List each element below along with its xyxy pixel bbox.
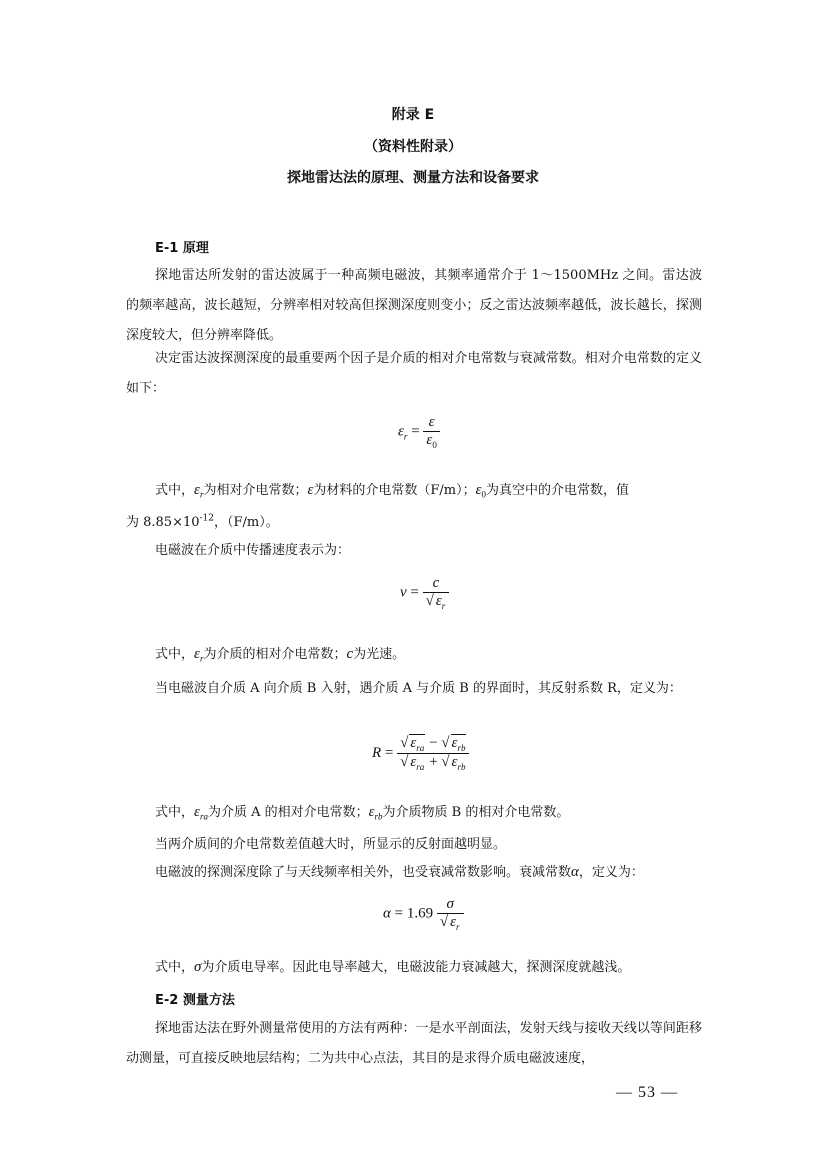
paragraph-principle-1: 探地雷达所发射的雷达波属于一种高频电磁波，其频率通常介于 1～1500MHz 之间。雷达波的频率越高，波长越短，分辨率相对较高但探测深度则变小；反之雷达波频率越低，波长越长，探测深度较大，但分辨率降低。 — [126, 268, 702, 343]
where-eq2: 式中，$\varepsilon_r$为介质的相对介电常数；c为光速。 — [155, 646, 406, 664]
section-e1-title: E-1 原理 — [155, 241, 209, 256]
section-e2-title: E-2 测量方法 — [155, 993, 235, 1008]
paragraph-contrast: 当两介质间的介电常数差值越大时，所显示的反射面越明显。 — [155, 837, 507, 852]
equation-wave-speed: v = $\frac{c}{√ \varepsilon_r}$ — [400, 575, 449, 611]
where-eq1-line2: 为 $8.85\times 10^{-12}$，（F/m）。 — [126, 513, 279, 530]
appendix-title: 探地雷达法的原理、测量方法和设备要求 — [287, 170, 539, 186]
equation-relative-permittivity: $\varepsilon_r$ = $\frac{\varepsilon}{\varepsilon_0}$ — [398, 414, 440, 450]
paragraph-measurement-methods: 探地雷达法在野外测量常使用的方法有两种：一是水平剖面法，发射天线与接收天线以等间距移动测量，可直接反映地层结构；二为共中心点法，其目的是求得介质电磁波速度， — [126, 1021, 702, 1066]
paragraph-reflection: 当电磁波自介质 A 向介质 B 入射，遇介质 A 与介质 B 的界面时，其反射系数 R，定义为： — [155, 681, 682, 696]
appendix-type: （资料性附录） — [364, 139, 462, 155]
appendix-label: 附录 E — [391, 107, 435, 123]
paragraph-principle-2: 决定雷达波探测深度的最重要两个因子是介质的相对介电常数与衰减常数。相对介电常数的定义如下： — [126, 351, 702, 396]
where-eq3: 式中，$\varepsilon_{ra}$为介质 A 的相对介电常数；$\varepsilon_{rb}$为介质物质 B 的相对介电常数。 — [155, 804, 570, 822]
paragraph-attenuation: 电磁波的探测深度除了与天线频率相关外，也受衰减常数影响。衰减常数α，定义为： — [155, 864, 644, 880]
equation-attenuation-constant: α = 1.69 $\frac{\sigma}{√ \varepsilon_r}$ — [383, 896, 464, 932]
page-number: — 53 — — [616, 1084, 678, 1101]
where-eq4: 式中，σ为介质电导率。因此电导率越大，电磁波能力衰减越大，探测深度就越浅。 — [155, 959, 631, 975]
where-eq1-line1: 式中，$\varepsilon_r$为相对介电常数；ε为材料的介电常数（F/m）；$\varepsilon_0$为真空中的介电常数，值 — [155, 482, 630, 500]
paragraph-propagation-speed: 电磁波在介质中传播速度表示为： — [155, 543, 351, 558]
equation-reflection-coefficient: R = $\frac{√ \varepsilon_{ra} - √ \varepsilon_{rb}}{√ \varepsilon_{ra} + √ \varepsilon_{rb}}$ — [372, 735, 469, 772]
